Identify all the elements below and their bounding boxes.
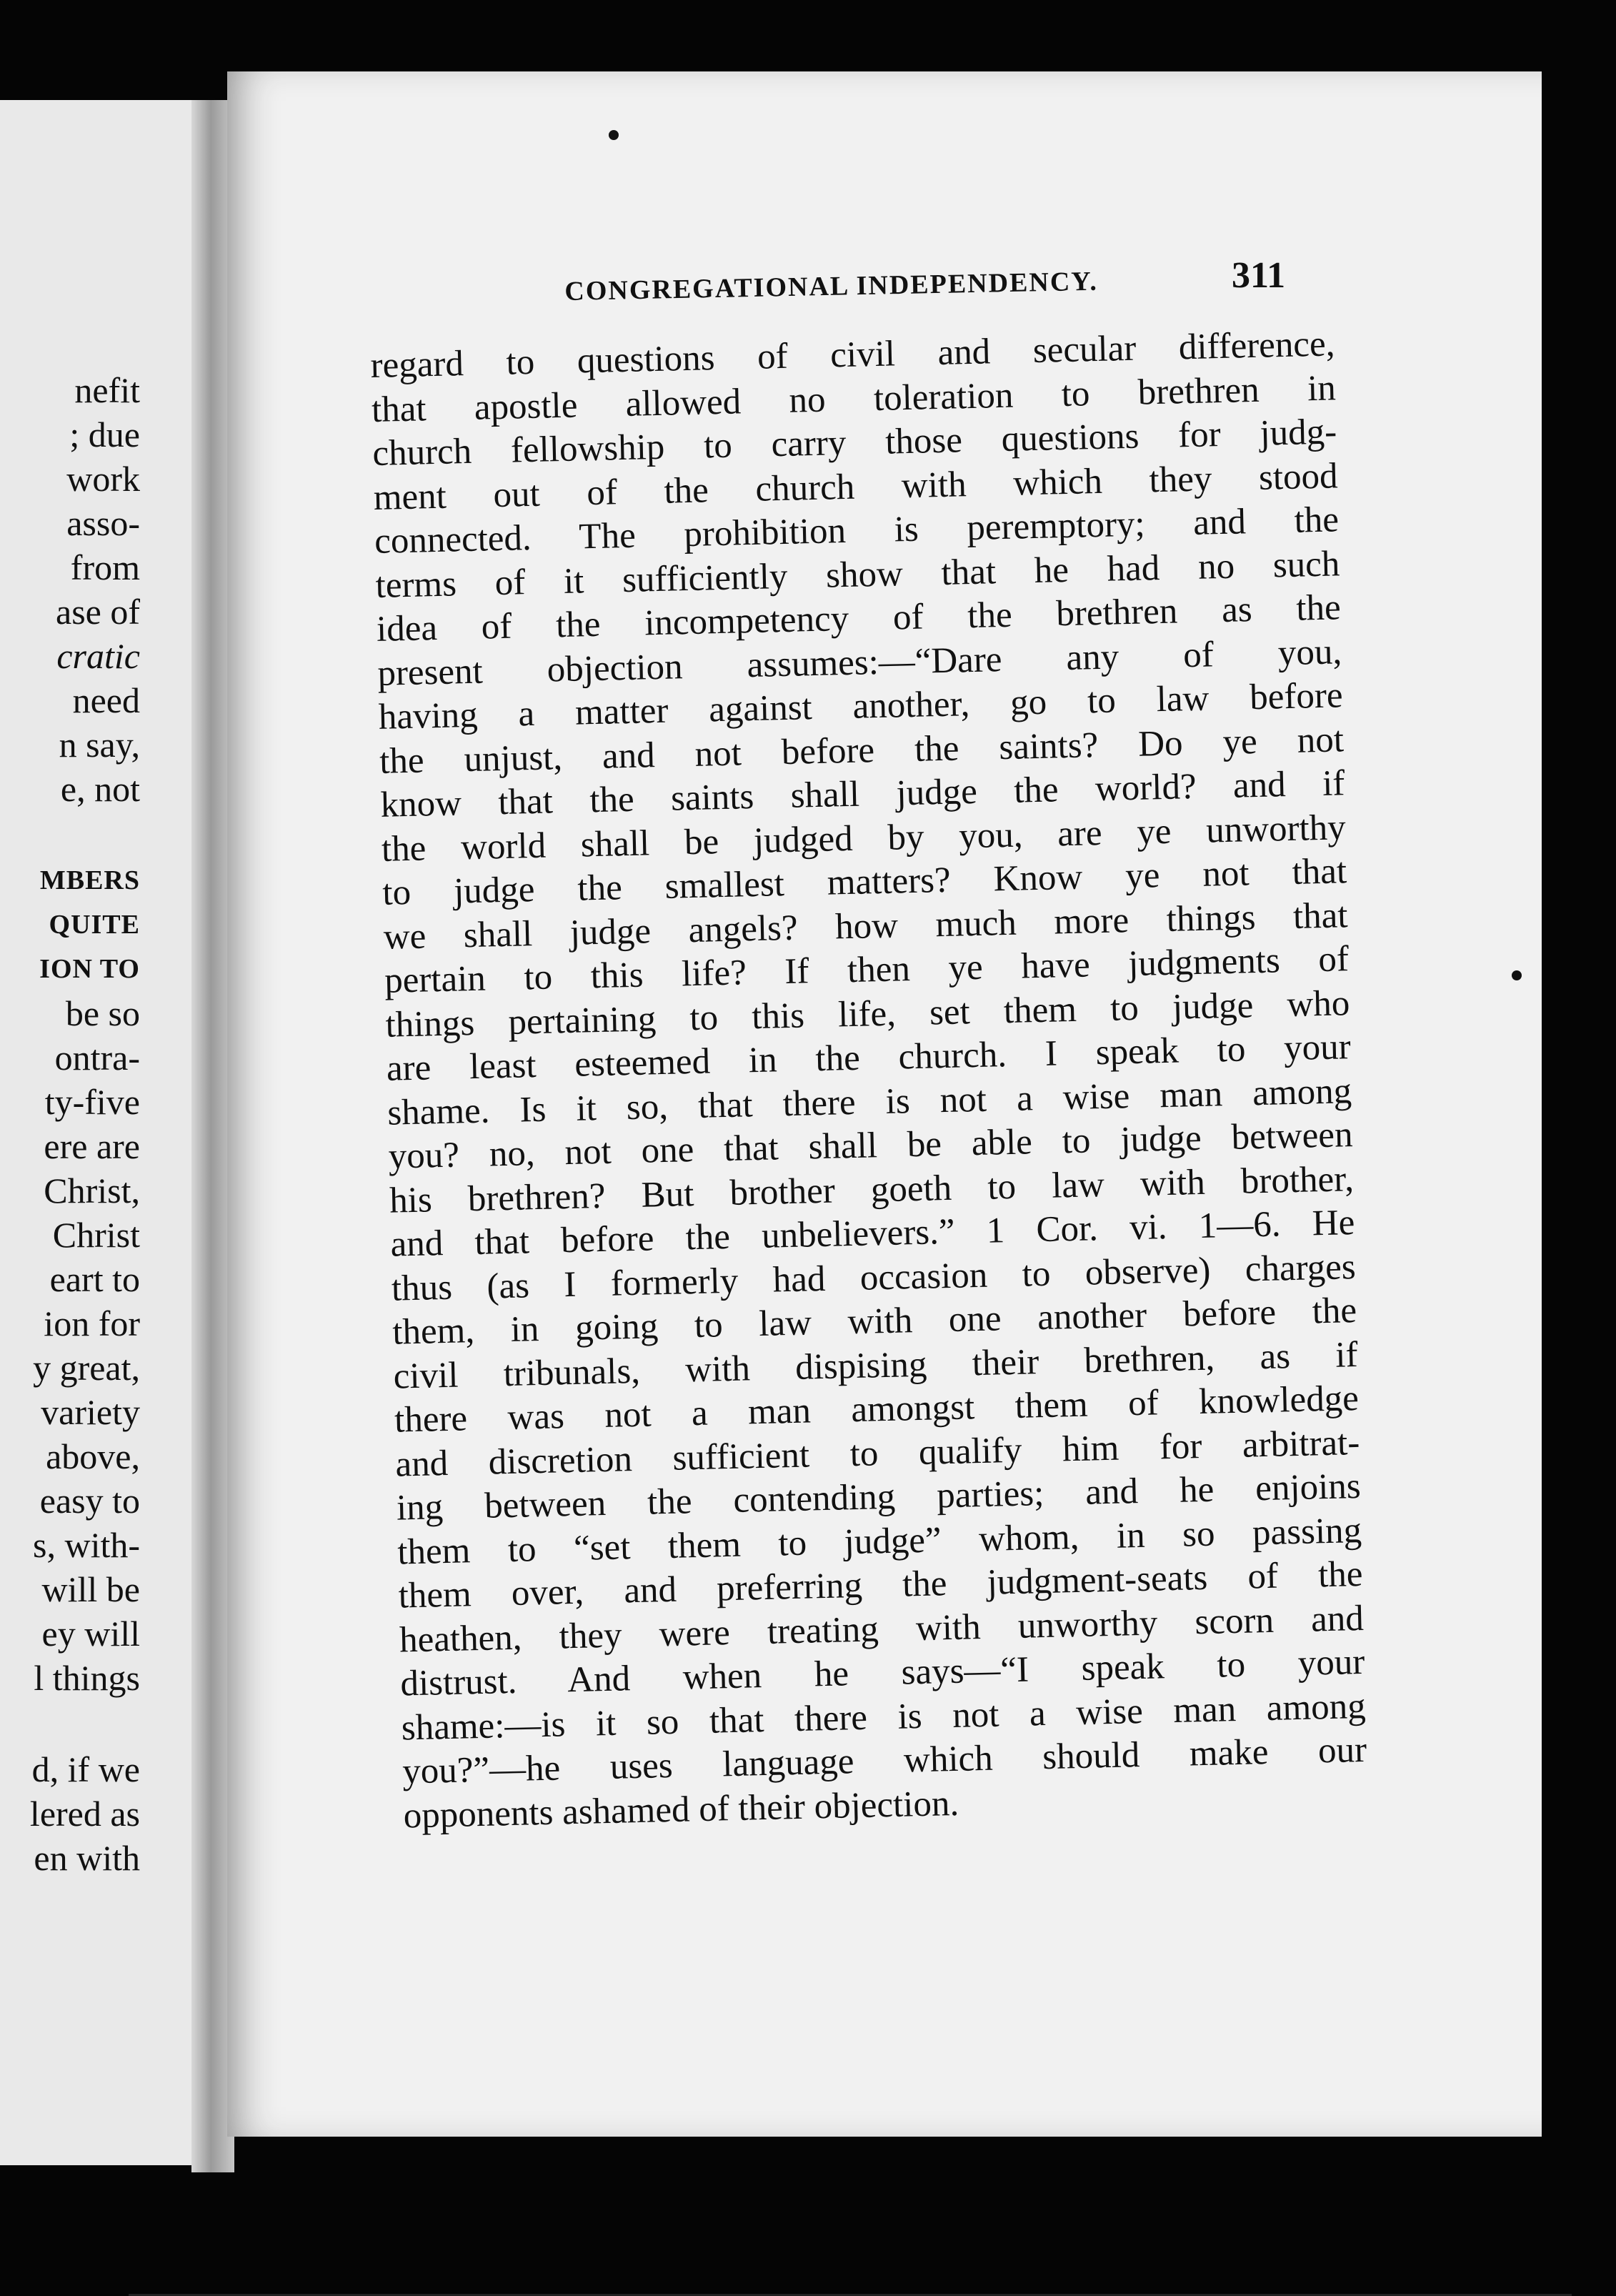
text-line: shame:—is it so that there is not a wise man among xyxy=(401,1686,1367,1748)
text-line: church fellowship to carry those questions for judg- xyxy=(371,412,1337,474)
text-line: connected. The prohibition is peremptory; and the xyxy=(374,500,1340,562)
page-number: 311 xyxy=(1232,255,1286,296)
left-line: ION TO xyxy=(39,954,140,984)
text-line: you? no, not one that shall be able to judge between xyxy=(388,1115,1354,1177)
text-line: regard to questions of civil and secular difference, xyxy=(370,324,1335,386)
left-line: en with xyxy=(34,1838,140,1878)
text-line: know that the saints shall judge the world? and if xyxy=(379,763,1345,825)
left-line: from xyxy=(70,547,140,587)
text-line: them, in going to law with one another before the xyxy=(391,1291,1357,1353)
left-line: above, xyxy=(46,1436,140,1476)
text-line: them over, and preferring the judgment-seats of the xyxy=(398,1554,1364,1616)
left-line: cratic xyxy=(56,636,140,676)
text-line: thus (as I formerly had occasion to observe) charges xyxy=(391,1246,1357,1309)
left-line: will be xyxy=(41,1569,140,1609)
text-line: distrust. And when he says—“I speak to your xyxy=(399,1641,1365,1704)
text-line: having a matter against another, go to law before xyxy=(378,675,1344,737)
left-line: Christ, xyxy=(44,1171,140,1211)
left-line: l things xyxy=(34,1658,140,1698)
text-line: and discretion sufficient to qualify him for arbitrat- xyxy=(394,1422,1360,1485)
left-line: ontra- xyxy=(54,1038,140,1078)
text-line: things pertaining to this life, set them to judge who xyxy=(384,983,1350,1045)
ink-spot xyxy=(609,130,619,140)
left-line: Christ xyxy=(52,1215,140,1255)
text-line: there was not a man amongst them of knowledge xyxy=(394,1378,1360,1441)
left-line: ; due xyxy=(69,414,140,454)
text-line: and that before the unbelievers.” 1 Cor. vi. 1—6. He xyxy=(389,1203,1355,1265)
left-line: ere are xyxy=(44,1126,140,1166)
left-line: eart to xyxy=(49,1259,140,1299)
text-line: opponents ashamed of their objection. xyxy=(403,1783,959,1836)
text-line: pertain to this life? If then ye have judgments of xyxy=(384,939,1350,1001)
text-line: ment out of the church with which they stood xyxy=(373,455,1339,518)
left-gap xyxy=(0,1700,140,1747)
ink-spot xyxy=(1512,970,1522,980)
left-line: d, if we xyxy=(31,1749,140,1789)
text-line: that apostle allowed no toleration to brethren in xyxy=(371,367,1337,430)
text-line: them to “set them to judge” whom, in so passing xyxy=(396,1510,1362,1573)
left-line: ey will xyxy=(41,1614,140,1654)
running-head: CONGREGATIONAL INDEPENDENCY. xyxy=(564,266,1099,307)
text-line: the unjust, and not before the saints? Do ye not xyxy=(379,719,1345,782)
left-line: work xyxy=(66,459,140,499)
text-line: terms of it sufficiently show that he had no such xyxy=(375,543,1340,606)
text-line: are least esteemed in the church. I speak to your xyxy=(386,1027,1352,1089)
left-line: ion for xyxy=(44,1303,140,1343)
left-line: nefit xyxy=(74,370,140,410)
text-line: you?”—he uses language which should make our xyxy=(401,1729,1367,1792)
left-line: be so xyxy=(65,993,140,1033)
left-line: y great, xyxy=(33,1348,140,1388)
text-line: his brethren? But brother goeth to law with brother, xyxy=(389,1158,1355,1221)
text-line: the world shall be judged by you, are ye unworthy xyxy=(381,807,1347,870)
text-line: shame. Is it so, that there is not a wise man among xyxy=(386,1070,1352,1133)
text-line: to judge the smallest matters? Know ye not that xyxy=(381,851,1347,913)
left-line: asso- xyxy=(66,503,140,543)
body-text xyxy=(370,322,1368,1838)
left-line: ase of xyxy=(56,592,140,632)
left-page-text xyxy=(0,368,140,1880)
left-line: e, not xyxy=(60,769,140,809)
text-line: heathen, they were treating with unworthy scorn and xyxy=(399,1598,1365,1661)
left-line: s, with- xyxy=(33,1525,140,1565)
left-line: easy to xyxy=(39,1481,140,1521)
text-line: we shall judge angels? how much more things that xyxy=(383,895,1349,958)
text-line: civil tribunals, with dispising their brethren, as if xyxy=(393,1334,1359,1397)
left-line: MBERS xyxy=(39,865,140,895)
left-line: n say, xyxy=(59,725,140,765)
left-line: lered as xyxy=(29,1794,140,1834)
left-line: ty-five xyxy=(44,1082,140,1122)
text-line: ing between the contending parties; and he enjoins xyxy=(396,1466,1362,1529)
text-line: present objection assumes:—“Dare any of you, xyxy=(376,631,1342,694)
left-line: need xyxy=(72,680,140,720)
left-line: QUITE xyxy=(49,910,140,940)
left-gap xyxy=(0,811,140,858)
left-line: variety xyxy=(41,1392,140,1432)
text-line: idea of the incompetency of the brethren as the xyxy=(376,587,1342,650)
